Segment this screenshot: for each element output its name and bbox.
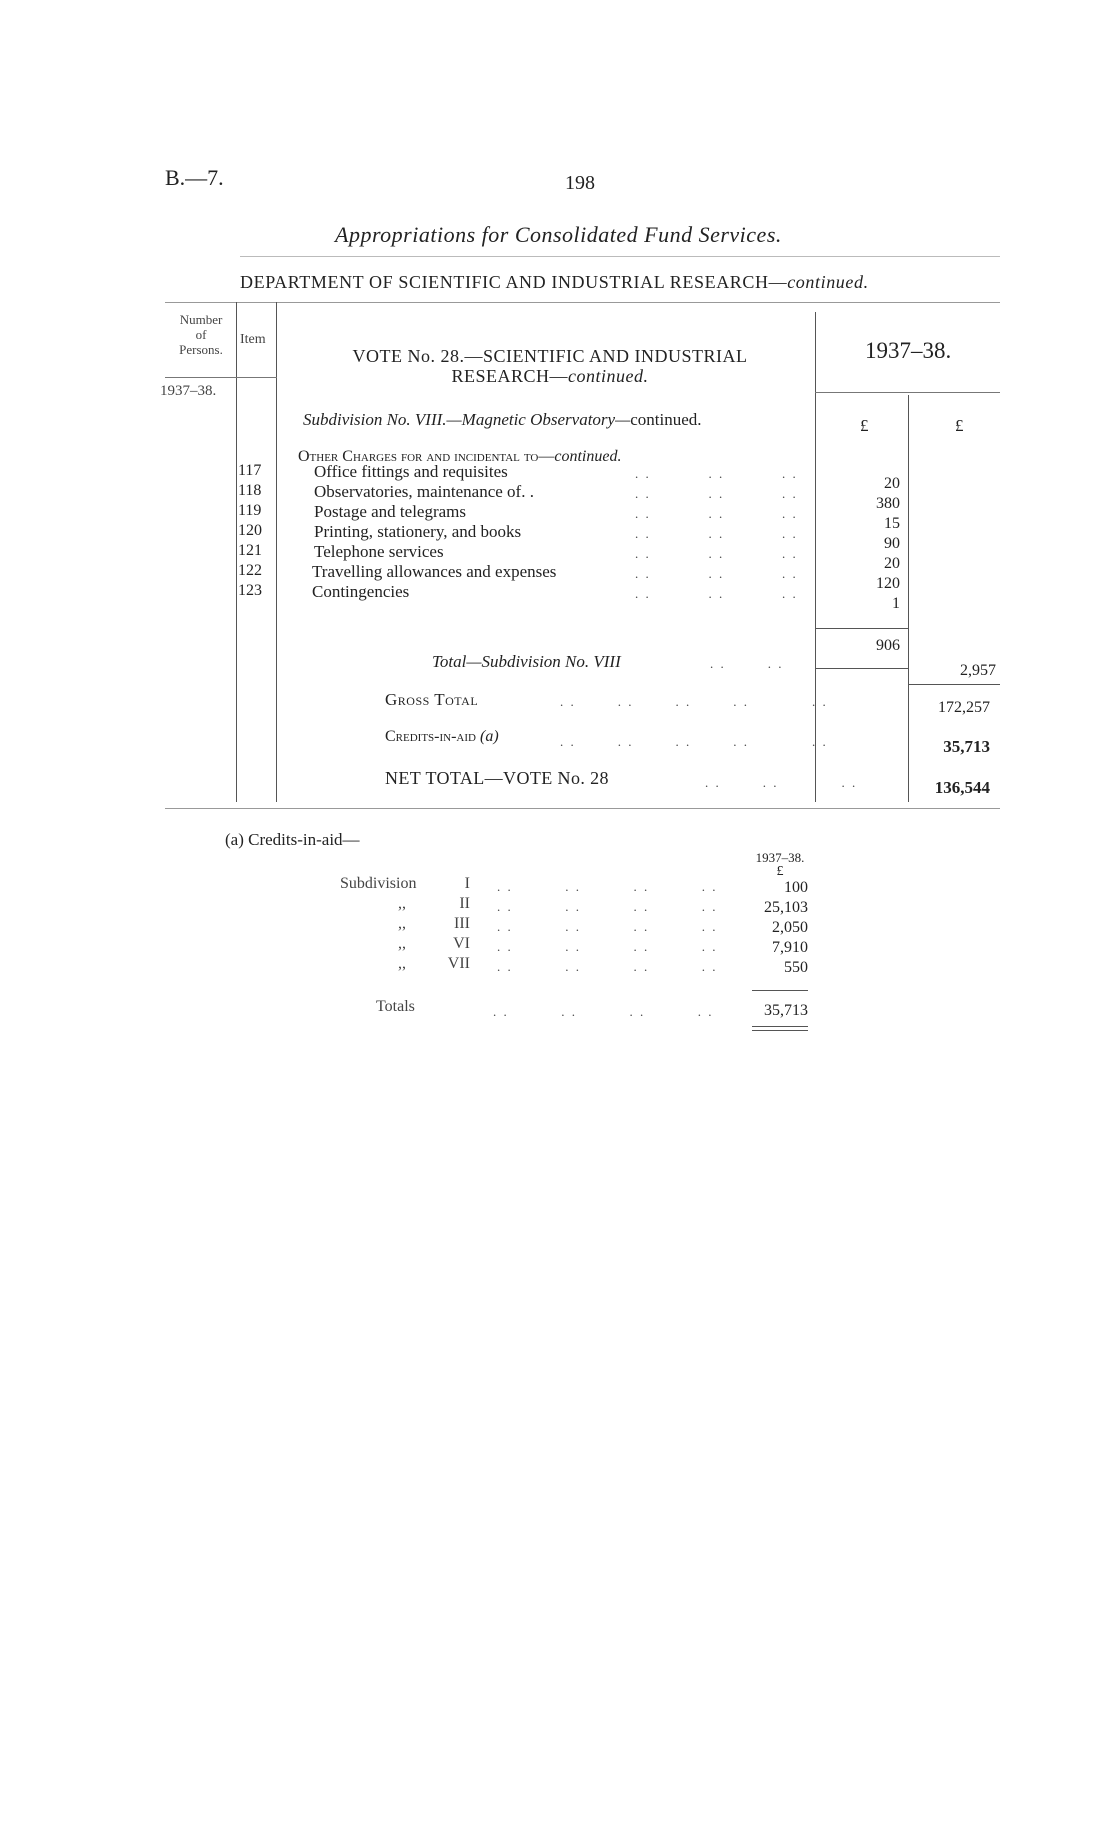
footnote-row-value: 25,103 (764, 899, 808, 916)
footnote-row-numeral: I (464, 875, 470, 892)
header-rule-persons (165, 377, 277, 378)
table-top-rule (165, 302, 1000, 303)
item-amount: 120 (876, 575, 900, 592)
item-description: Office fittings and requisites (314, 462, 508, 481)
subdivision-heading (303, 410, 702, 430)
gross-total-value: 172,257 (938, 699, 990, 716)
footnote-year: 1937–38. (755, 850, 805, 865)
subdivision-sum: 906 (876, 637, 900, 654)
leader-dots: . . . . . . (635, 466, 798, 481)
footnote-row-numeral: VI (453, 935, 470, 952)
gross-total-label: Gross Total (385, 690, 479, 709)
persons-year: 1937–38. (160, 383, 217, 399)
item-description: Travelling allowances and expenses (312, 562, 557, 581)
footnote-pound: £ (776, 864, 784, 879)
item-number: 122 (238, 562, 262, 579)
footnote-row-label: ,, (398, 915, 406, 932)
vote-title-continued: continued. (568, 366, 649, 386)
item-number: 120 (238, 522, 262, 539)
leader-dots: . . . . . . . . (497, 899, 718, 914)
footnote-row-label: ,, (398, 955, 406, 972)
vote-title-line1: VOTE No. 28.—SCIENTIFIC AND INDUSTRIAL (352, 346, 748, 366)
leader-dots: . . . . (710, 656, 784, 671)
subdivision-label: Subdivision No. VIII.—Magnetic Observatory— (303, 410, 631, 429)
leader-dots: . . . . . . . . (497, 939, 718, 954)
item-amount: 20 (884, 475, 900, 492)
pound-sign-total: £ (955, 416, 964, 435)
persons-header-line2: of (195, 327, 207, 342)
subdivision-total-label: Total—Subdivision No. VIII (432, 652, 621, 671)
leader-dots: . . . . . . . . (497, 959, 718, 974)
item-number: 118 (238, 482, 262, 499)
credits-value: 35,713 (943, 737, 990, 756)
subdivision-total: 2,957 (960, 662, 996, 679)
leader-dots: . . . . . . (635, 526, 798, 541)
footnote-row-value: 550 (784, 959, 808, 976)
department-heading (240, 272, 869, 293)
credits-row (385, 728, 499, 746)
leader-dots: . . . . . . . . . . (560, 734, 828, 749)
persons-header (168, 312, 234, 357)
vline-amount (908, 395, 909, 802)
item-number: 121 (238, 542, 262, 559)
item-amount: 90 (884, 535, 900, 552)
header-rule-right (815, 392, 1000, 393)
footnote-row-value: 100 (784, 879, 808, 896)
leader-dots: . . . . . . (705, 775, 858, 790)
item-description: Printing, stationery, and books (314, 522, 522, 541)
footnote-heading (225, 830, 360, 850)
footnote-row-value: 7,910 (772, 939, 808, 956)
page-ref: B.—7. (165, 165, 224, 190)
item-amount: 20 (884, 555, 900, 572)
subdivision-sum-rule-bottom (815, 668, 908, 669)
footnote-row-value: 2,050 (772, 919, 808, 936)
footnote-row-numeral: VII (447, 955, 470, 972)
vline-desc (815, 312, 816, 802)
persons-header-line3: Persons. (179, 342, 223, 357)
subdivision-sum-rule-top (815, 628, 908, 629)
page-number: 198 (565, 172, 595, 194)
item-number: 117 (238, 462, 262, 479)
leader-dots: . . . . . . (635, 486, 798, 501)
footnote-heading-text: (a) Credits-in-aid— (225, 830, 360, 849)
footnote-row-label: Subdivision (340, 875, 417, 892)
year-column-header: 1937–38. (865, 338, 952, 363)
leader-dots: . . . . . . (635, 506, 798, 521)
pound-sign-amount: £ (860, 416, 869, 435)
item-amount: 15 (884, 515, 900, 532)
item-header: Item (240, 332, 266, 347)
item-amount: 1 (892, 595, 900, 612)
item-number: 123 (238, 582, 262, 599)
footnote-row-numeral: III (454, 915, 470, 932)
footnote-row-label: ,, (398, 935, 406, 952)
footnote-double-rule-2 (752, 1030, 808, 1031)
other-charges-label: Other Charges for and incidental to— (298, 448, 555, 465)
vote-title-line2 (290, 366, 810, 386)
footnote-sum-rule (752, 990, 808, 991)
leader-dots: . . . . . . . . (493, 1004, 714, 1019)
footnote-totals-label: Totals (376, 998, 415, 1015)
other-charges-continued: continued. (554, 448, 622, 465)
leader-dots: . . . . . . (635, 566, 798, 581)
persons-header-line1: Number (179, 312, 223, 327)
vote-title (290, 346, 810, 386)
subdivision-total-rule (908, 684, 1000, 685)
item-description: Contingencies (312, 582, 410, 601)
item-description: Postage and telegrams (314, 502, 467, 521)
item-description: Telephone services (314, 542, 444, 561)
credits-ref: (a) (480, 728, 499, 745)
table-bottom-rule (165, 808, 1000, 809)
subdivision-continued: continued. (630, 410, 702, 429)
department-name: DEPARTMENT OF SCIENTIFIC AND INDUSTRIAL RESEARCH— (240, 272, 788, 292)
page-title: Appropriations for Consolidated Fund Services. (335, 222, 782, 247)
department-continued: continued. (787, 272, 869, 292)
credits-label: Credits-in-aid (385, 728, 476, 745)
title-rule (240, 256, 1000, 257)
footnote-totals-value: 35,713 (764, 1002, 808, 1019)
net-total-value: 136,544 (934, 778, 990, 797)
footnote-row-label: ,, (398, 895, 406, 912)
footnote-double-rule-1 (752, 1026, 808, 1027)
leader-dots: . . . . . . (635, 586, 798, 601)
item-number: 119 (238, 502, 262, 519)
leader-dots: . . . . . . . . (497, 879, 718, 894)
leader-dots: . . . . . . . . (497, 919, 718, 934)
footnote-row-numeral: II (459, 895, 470, 912)
item-amount: 380 (876, 495, 900, 512)
item-description: Observatories, maintenance of. . (314, 482, 534, 501)
leader-dots: . . . . . . . . . . (560, 694, 828, 709)
net-total-label: NET TOTAL—VOTE No. 28 (385, 768, 609, 788)
vote-title-research: RESEARCH— (451, 366, 569, 386)
leader-dots: . . . . . . (635, 546, 798, 561)
